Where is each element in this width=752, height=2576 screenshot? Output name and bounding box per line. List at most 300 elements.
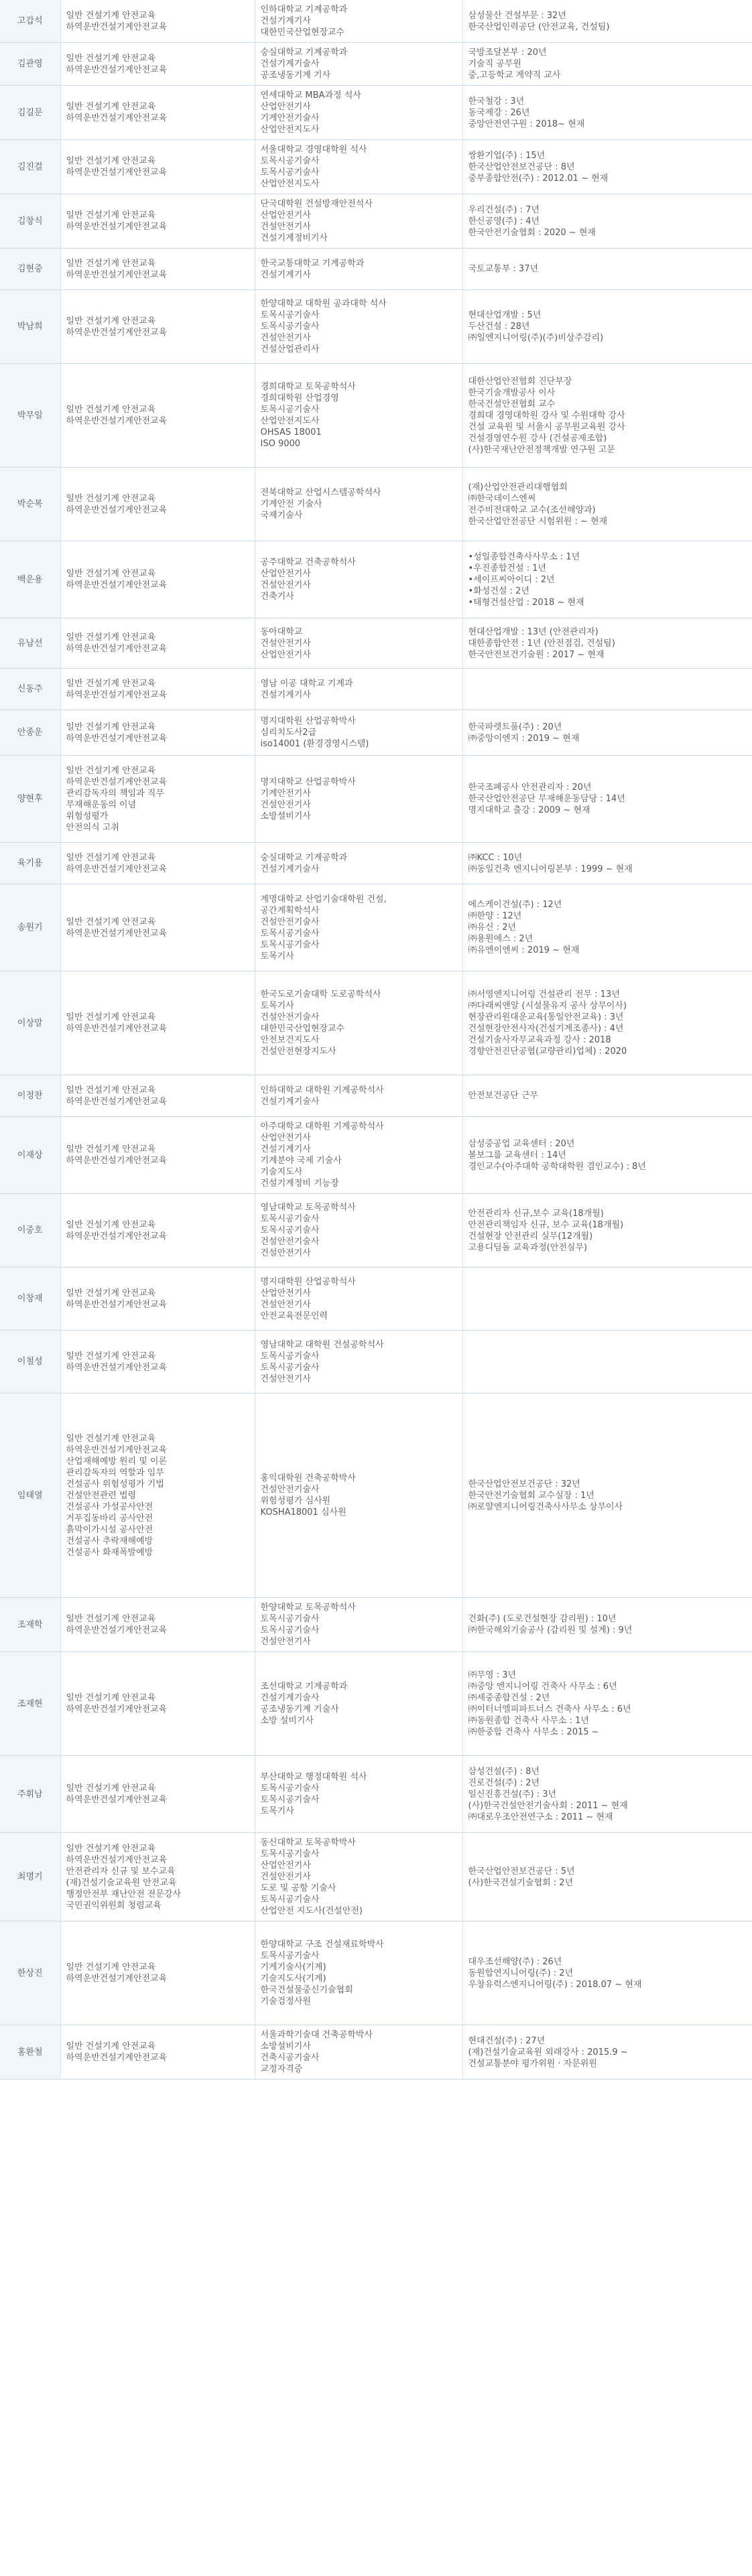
career-item: 안전관리책임자 신규, 보수 교육(18개월) xyxy=(468,1219,624,1230)
instructor-name: 유남선 xyxy=(0,618,60,669)
cert-list xyxy=(255,1394,462,1598)
career-item: 현대산업개발 : 13년 (안전관리자) xyxy=(468,626,599,637)
cert-list xyxy=(255,86,462,140)
cert-item: 산업안전기사 xyxy=(260,1860,311,1871)
career-item: 진로건설(주) : 2년 xyxy=(468,1777,540,1788)
career-item: 한국건설안전협회 교수 xyxy=(468,399,556,409)
instructor-name: 임태열 xyxy=(0,1394,60,1598)
career-item: 동국제강 : 26년 xyxy=(468,107,530,118)
course-item: 하역운반건설기계안전교육 xyxy=(66,580,168,590)
career-item: 고용디딤돌 교육과정(안전실무) xyxy=(468,1242,588,1253)
instructor-name: 육기용 xyxy=(0,843,60,884)
instructor-row xyxy=(0,194,752,249)
cert-item: 건설안전기사 xyxy=(260,1248,311,1258)
cert-list xyxy=(255,843,462,884)
cert-item: 기계분야 국제 기술사 xyxy=(260,1156,342,1166)
cert-item: 동아대학교 xyxy=(260,626,303,637)
cert-item: 건설안전기사 xyxy=(260,1299,311,1310)
course-item: 하역운반건설기계안전교육 xyxy=(66,689,168,700)
course-item: 하역운반건설기계안전교육 xyxy=(66,1024,168,1034)
instructor-name: 박순복 xyxy=(0,468,60,541)
course-item: 일반 건설기계 안전교육 xyxy=(66,1085,156,1095)
course-list xyxy=(60,43,255,86)
course-item: (재)건설기술교육원 안전교육 xyxy=(66,1877,177,1888)
course-item: 하역운반건설기계안전교육 xyxy=(66,1854,168,1865)
cert-item: 산업안전 지도사(건설안전) xyxy=(260,1906,363,1916)
cert-item: 건설기계정비 기능장 xyxy=(260,1178,339,1189)
cert-item: 영남대학교 대학원 건설공학석사 xyxy=(260,1339,384,1350)
course-item: 하역운반건설기계안전교육 xyxy=(66,1795,168,1805)
instructor-row xyxy=(0,364,752,468)
cert-list xyxy=(255,1652,462,1756)
course-item: 일반 건설기계 안전교육 xyxy=(66,1962,156,1972)
course-item: 하역운반건설기계안전교육 xyxy=(66,1974,168,1984)
cert-item: KOSHA18001 심사원 xyxy=(260,1507,347,1517)
course-item: 하역운반건설기계안전교육 xyxy=(66,1444,168,1455)
course-item: 하역운반건설기계안전교육 xyxy=(66,113,168,123)
career-list xyxy=(462,1598,752,1652)
course-item: 하역운반건설기계안전교육 xyxy=(66,327,168,338)
career-list xyxy=(462,843,752,884)
course-item: 무재해운동의 이념 xyxy=(66,799,137,810)
cert-list xyxy=(255,1194,462,1268)
course-item: 일반 건설기계 안전교육 xyxy=(66,405,156,415)
instructor-name: 이창재 xyxy=(0,1268,60,1331)
cert-item: 건설안전기사 xyxy=(260,222,311,232)
cert-list xyxy=(255,364,462,468)
cert-item: 건설안전기술사 xyxy=(260,1012,320,1022)
cert-item: 토목시공기술사 xyxy=(260,1951,320,1961)
instructor-name: 이재상 xyxy=(0,1117,60,1194)
career-list xyxy=(462,2025,752,2080)
cert-item: 토목시공기술사 xyxy=(260,1783,320,1793)
cert-item: 건설안전기술사 xyxy=(260,917,320,927)
cert-item: 산업안전기사 xyxy=(260,1133,311,1143)
cert-list xyxy=(255,1921,462,2025)
career-item: 중,고등학교 계약직 교사 xyxy=(468,70,561,80)
course-item: 하역운반건설기계안전교육 xyxy=(66,733,168,744)
career-item: 일신진흥건설(주) : 3년 xyxy=(468,1789,557,1800)
cert-item: 명지대학원 산업공학석사 xyxy=(260,1276,356,1287)
course-list xyxy=(60,884,255,971)
instructor-name: 양현후 xyxy=(0,756,60,843)
course-item: 일반 건설기계 안전교육 xyxy=(66,210,156,220)
instructor-row xyxy=(0,618,752,669)
instructor-name: 백운용 xyxy=(0,541,60,618)
course-list xyxy=(60,618,255,669)
career-list xyxy=(462,541,752,618)
course-item: 위험성평가 xyxy=(66,811,109,821)
career-item: •성일종합건축사사무소 : 1년 xyxy=(468,551,580,562)
course-list xyxy=(60,1756,255,1833)
course-item: 일반 건설기계 안전교육 xyxy=(66,678,156,689)
cert-item: 토목시공기술사 xyxy=(260,1849,320,1859)
cert-item: 토목시공기술사 xyxy=(260,1895,320,1905)
cert-item: 건설안전기사 xyxy=(260,1637,311,1647)
career-list xyxy=(462,194,752,249)
instructor-row xyxy=(0,710,752,756)
career-item: 한국산업안전보건공단 : 8년 xyxy=(468,161,575,172)
cert-item: 조선대학교 기계공학과 xyxy=(260,1682,348,1692)
instructor-name: 이상말 xyxy=(0,971,60,1075)
course-item: 하역운반건설기계안전교육 xyxy=(66,1096,168,1107)
course-item: 하역운반건설기계안전교육 xyxy=(66,864,168,874)
cert-list xyxy=(255,756,462,843)
cert-item: 기계안전기술사 xyxy=(260,113,320,123)
career-item: ㈜대로우조안전연구소 : 2011 ~ 현재 xyxy=(468,1812,613,1822)
course-item: 하역운반건설기계안전교육 xyxy=(66,928,168,939)
instructor-name: 한상진 xyxy=(0,1921,60,2025)
cert-item: 토목시공기술사 xyxy=(260,310,320,320)
career-item: 한국산업인력공단 (안전교육, 건설팀) xyxy=(468,21,610,32)
course-item: 하역운반건설기계안전교육 xyxy=(66,1625,168,1635)
career-item: 삼성물산 건설부문 : 32년 xyxy=(468,10,566,21)
course-item: 건설공사 추락재해예방 xyxy=(66,1536,153,1546)
cert-item: 국제기술사 xyxy=(260,511,303,521)
instructor-row xyxy=(0,1075,752,1117)
course-list xyxy=(60,1833,255,1921)
career-list xyxy=(462,884,752,971)
course-list xyxy=(60,1117,255,1194)
course-list xyxy=(60,710,255,756)
cert-item: 토목기사 xyxy=(260,1806,294,1816)
course-list xyxy=(60,249,255,290)
career-item: 대우조선해양(주) : 26년 xyxy=(468,1956,562,1967)
course-item: 건설공사 가설공사안전 xyxy=(66,1501,153,1512)
instructor-row xyxy=(0,1756,752,1833)
cert-item: 토목시공기술사 xyxy=(260,928,320,939)
course-item: 일반 건설기계 안전교육 xyxy=(66,493,156,504)
instructor-row xyxy=(0,1598,752,1652)
cert-item: 건설기계기사 xyxy=(260,269,311,280)
cert-item: 건설기계기사 xyxy=(260,16,311,26)
cert-item: 건설안전기사 xyxy=(260,333,311,343)
course-item: 일반 건설기계 안전교육 xyxy=(66,258,156,269)
career-item: 건설현장 안전관리 실무(12개월) xyxy=(468,1231,593,1241)
course-item: 일반 건설기계 안전교육 xyxy=(66,1288,156,1298)
cert-item: 토목시공기술사 xyxy=(260,939,320,950)
course-item: 일반 건설기계 안전교육 xyxy=(66,102,156,112)
course-item: 관리감독자의 역할과 임무 xyxy=(66,1467,164,1478)
course-item: 일반 건설기계 안전교육 xyxy=(66,1012,156,1022)
cert-item: 산업안전기사 xyxy=(260,1288,311,1298)
course-item: 일반 건설기계 안전교육 xyxy=(66,316,156,326)
career-item: 건화(주) (도로건설현장 감리원) : 10년 xyxy=(468,1614,617,1624)
career-item: 쌍환기업(주) : 15년 xyxy=(468,150,546,161)
career-list xyxy=(462,618,752,669)
instructor-name: 이정찬 xyxy=(0,1075,60,1117)
cert-item: ISO 9000 xyxy=(260,439,301,449)
career-item: 우창유럭스엔지니어링(주) : 2018.07 ~ 현재 xyxy=(468,1979,642,1990)
career-item: ㈜일엔지니어링(주)(주)비상주감리) xyxy=(468,333,604,343)
cert-item: 기계안전기사 xyxy=(260,788,311,799)
career-item: 한국산업안전공단 시험위원 : ~ 현재 xyxy=(468,516,608,527)
cert-item: 기계안전 기술사 xyxy=(260,499,322,509)
career-item: 한국산업안전공단 무재해운동담당 : 14년 xyxy=(468,794,625,804)
instructor-row xyxy=(0,2025,752,2080)
cert-list xyxy=(255,0,462,43)
course-list xyxy=(60,86,255,140)
career-item: 국방조달본부 : 20년 xyxy=(468,48,547,58)
instructor-name: 조재학 xyxy=(0,1598,60,1652)
career-list xyxy=(462,669,752,710)
career-item: 안전보건공단 근무 xyxy=(468,1091,539,1101)
career-item: 건설 교육원 및 서울시 공무원교육원 강사 xyxy=(468,421,625,432)
course-item: 일반 건설기계 안전교육 xyxy=(66,10,156,21)
career-list xyxy=(462,1117,752,1194)
course-list xyxy=(60,756,255,843)
career-item: ㈜중앙이엔지 : 2019 ~ 현재 xyxy=(468,733,580,744)
cert-item: 아주대학교 대학원 기계공학석사 xyxy=(260,1122,384,1132)
cert-item: 도로 및 공항 기술사 xyxy=(260,1883,336,1893)
course-item: 일반 건설기계 안전교육 xyxy=(66,1843,156,1854)
career-item: •세이프씨아이디 : 2년 xyxy=(468,574,555,585)
career-list xyxy=(462,1075,752,1117)
cert-item: 경희대학교 토목공학석사 xyxy=(260,382,356,392)
cert-item: 토목시공기술사 xyxy=(260,1225,320,1235)
career-list xyxy=(462,364,752,468)
course-item: 하역운반건설기계안전교육 xyxy=(66,222,168,232)
course-item: 일반 건설기계 안전교육 xyxy=(66,722,156,732)
course-item: 흙막이가시설 공사안전 xyxy=(66,1524,153,1535)
career-list xyxy=(462,1833,752,1921)
cert-list xyxy=(255,1268,462,1331)
course-item: 하역운반건설기계안전교육 xyxy=(66,416,168,426)
course-item: 하역운반건설기계안전교육 xyxy=(66,1231,168,1241)
career-item: ㈜한국데이스엔씨 xyxy=(468,493,536,504)
cert-item: 토목시공기술사 xyxy=(260,1351,320,1361)
career-item: ㈜로얄엔지니어링건축사사무소 상무이사 xyxy=(468,1501,623,1512)
cert-list xyxy=(255,2025,462,2080)
instructor-row xyxy=(0,1921,752,2025)
course-list xyxy=(60,843,255,884)
cert-item: 한국건설물중신기술협회 xyxy=(260,1985,353,1995)
cert-item: 소방 설비기사 xyxy=(260,1716,314,1726)
cert-item: 안전보건지도사 xyxy=(260,1035,320,1045)
cert-list xyxy=(255,1117,462,1194)
career-item: 두산건설 : 28년 xyxy=(468,322,530,332)
course-item: 일반 건설기계 안전교육 xyxy=(66,917,156,927)
instructor-name: 송원기 xyxy=(0,884,60,971)
course-item: 일반 건설기계 안전교육 xyxy=(66,1351,156,1361)
career-item: ㈜중앙 엔지니어링 건축사 사무소 : 6년 xyxy=(468,1682,617,1692)
career-list xyxy=(462,1194,752,1268)
course-list xyxy=(60,468,255,541)
cert-item: 공조냉동기계 기사 xyxy=(260,70,331,80)
cert-list xyxy=(255,669,462,710)
course-list xyxy=(60,1652,255,1756)
career-item: 경인교수(아주대학 공학대학원 겸인교수) : 8년 xyxy=(468,1161,646,1172)
career-item: 중부종합안전(주) : 2012.01 ~ 현재 xyxy=(468,173,609,184)
instructor-row xyxy=(0,1833,752,1921)
career-item: 경희대 경영대학원 강사 및 수원대학 강사 xyxy=(468,410,625,421)
career-item: 한국파렛트풀(주) : 20년 xyxy=(468,722,562,732)
cert-item: 건설안전현장지도사 xyxy=(260,1046,336,1057)
cert-item: 토목시공기술사 xyxy=(260,1214,320,1224)
career-list xyxy=(462,249,752,290)
career-item: 볼보그룹 교육센터 : 14년 xyxy=(468,1150,566,1160)
cert-item: 기술지도사 xyxy=(260,1167,303,1177)
course-item: 관리감독자의 책임과 직무 xyxy=(66,788,164,799)
course-item: 건설안전관련 법령 xyxy=(66,1490,137,1501)
course-item: 일반 건설기계 안전교육 xyxy=(66,1144,156,1154)
course-list xyxy=(60,290,255,364)
cert-item: 명지대학교 산업공학박사 xyxy=(260,776,356,787)
course-list xyxy=(60,1331,255,1394)
cert-item: 교정자격증 xyxy=(260,2064,303,2074)
instructor-row xyxy=(0,843,752,884)
career-item: 국토교통부 : 37년 xyxy=(468,264,539,274)
cert-list xyxy=(255,290,462,364)
career-item: ㈜동원종합 건축사 사무소 : 1년 xyxy=(468,1716,589,1726)
cert-item: 위험성평가 심사원 xyxy=(260,1496,331,1506)
cert-item: 숭실대학교 기계공학과 xyxy=(260,48,348,58)
instructor-name: 김길문 xyxy=(0,86,60,140)
career-item: ㈜세중종합건설 : 2년 xyxy=(468,1693,550,1703)
instructor-row xyxy=(0,1117,752,1194)
cert-item: 한양대학교 대학원 공과대학 석사 xyxy=(260,299,387,309)
cert-item: 산업안전기사 xyxy=(260,102,311,112)
cert-item: 한국교통대학교 기계공학과 xyxy=(260,258,365,269)
cert-item: 건설안전기사 xyxy=(260,1373,311,1384)
career-item: 건설경영연수원 강사 (건설공제조합) xyxy=(468,433,607,444)
cert-item: 안전교육전문인력 xyxy=(260,1310,328,1321)
career-item: 안전관리자 신규,보수 교육(18개월) xyxy=(468,1208,604,1219)
course-item: 일반 건설기계 안전교육 xyxy=(66,1783,156,1793)
cert-item: 건설안전기사 xyxy=(260,638,311,649)
cert-item: 영남대학교 토목공학석사 xyxy=(260,1203,356,1213)
career-list xyxy=(462,756,752,843)
career-item: 한신공영(주) : 4년 xyxy=(468,216,540,226)
career-list xyxy=(462,1756,752,1833)
instructor-name: 이중호 xyxy=(0,1194,60,1268)
course-item: 안전의식 고취 xyxy=(66,822,119,833)
course-item: 일반 건설기계 안전교육 xyxy=(66,1219,156,1230)
instructor-row xyxy=(0,290,752,364)
cert-item: 건설안전기사 xyxy=(260,580,311,590)
cert-item: 한양대학교 구조 건설재료학박사 xyxy=(260,1940,384,1950)
cert-item: 산업안전기사 xyxy=(260,649,311,660)
career-list xyxy=(462,1652,752,1756)
instructor-row xyxy=(0,884,752,971)
cert-list xyxy=(255,43,462,86)
career-list xyxy=(462,0,752,43)
cert-item: 부산대학교 행정대학원 석사 xyxy=(260,1772,367,1782)
course-list xyxy=(60,1194,255,1268)
course-item: 산업재해예방 원리 및 이론 xyxy=(66,1456,168,1467)
cert-list xyxy=(255,541,462,618)
course-item: 일반 건설기계 안전교육 xyxy=(66,569,156,579)
career-item: ㈜KCC : 10년 xyxy=(468,852,523,863)
instructor-row xyxy=(0,541,752,618)
career-item: 한국산업안전보건공단 : 32년 xyxy=(468,1479,580,1489)
career-item: ㈜한국해외기술공사 (감리원 및 설계) : 9년 xyxy=(468,1625,633,1635)
cert-item: 계명대학교 산업기술대학원 건설, xyxy=(260,894,387,904)
instructor-name: 김창식 xyxy=(0,194,60,249)
course-item: 국민권익위원회 청렴교육 xyxy=(66,1900,162,1911)
cert-list xyxy=(255,1756,462,1833)
cert-item: 기술검정사원 xyxy=(260,1996,311,2007)
cert-item: 명지대학원 산업공학박사 xyxy=(260,716,356,726)
cert-list xyxy=(255,249,462,290)
instructor-name: 이철성 xyxy=(0,1331,60,1394)
instructor-row xyxy=(0,1652,752,1756)
career-item: 전주비전대학교 교수(조선해양과) xyxy=(468,504,596,515)
course-item: 하역운반건설기계안전교육 xyxy=(66,1362,168,1373)
cert-item: OHSAS 18001 xyxy=(260,427,322,437)
career-item: 현대산업개발 : 5년 xyxy=(468,310,542,320)
course-list xyxy=(60,364,255,468)
course-item: 하역운반건설기계안전교육 xyxy=(66,64,168,75)
career-list xyxy=(462,1268,752,1331)
career-item: 삼성건설(주) : 8년 xyxy=(468,1766,540,1777)
cert-item: 홍익대학원 건축공학박사 xyxy=(260,1473,356,1483)
career-list xyxy=(462,86,752,140)
career-item: 한국기술개발공사 이사 xyxy=(468,387,556,398)
career-item: 기술직 공무원 xyxy=(468,59,521,69)
cert-item: 한양대학교 토목공학석사 xyxy=(260,1603,356,1613)
career-list xyxy=(462,971,752,1075)
course-list xyxy=(60,140,255,194)
course-list xyxy=(60,971,255,1075)
cert-item: 영남 이공 대학교 기계과 xyxy=(260,678,353,689)
course-list xyxy=(60,194,255,249)
cert-item: 건설기계정비기사 xyxy=(260,233,328,243)
career-item: 대한종합안전 : 1년 (안전점검, 건설팀) xyxy=(468,638,615,649)
course-item: 하역운반건설기계안전교육 xyxy=(66,644,168,654)
cert-item: 토목시공기술사 xyxy=(260,1795,320,1805)
course-item: 하역운반건설기계안전교육 xyxy=(66,269,168,280)
course-item: 하역운반건설기계안전교육 xyxy=(66,1704,168,1714)
course-item: 일반 건설기계 안전교육 xyxy=(66,156,156,166)
cert-item: 숭실대학교 기계공학과 xyxy=(260,852,348,863)
career-item: ㈜유엔이엔씨 : 2019 ~ 현재 xyxy=(468,945,580,955)
course-item: 행정안전부 재난안전 전문강사 xyxy=(66,1889,182,1899)
cert-item: 대한민국산업현장교수 xyxy=(260,1024,345,1034)
career-list xyxy=(462,1921,752,2025)
career-item: (재)건설기술교육원 외래강사 : 2015.9 ~ xyxy=(468,2047,628,2057)
cert-item: 인하대학교 기계공학과 xyxy=(260,5,348,15)
cert-item: 건설산업관리사 xyxy=(260,344,320,354)
career-item: 우리건설(주) : 7년 xyxy=(468,204,540,215)
cert-item: 기계기술사(기계) xyxy=(260,1962,326,1972)
instructor-name: 김현중 xyxy=(0,249,60,290)
course-item: 일반 건설기계 안전교육 xyxy=(66,765,156,776)
course-list xyxy=(60,1921,255,2025)
cert-list xyxy=(255,194,462,249)
career-item: 경향안전진단공협(교량관리)업체) : 2020 xyxy=(468,1046,627,1057)
career-item: ㈜한양 : 12년 xyxy=(468,911,522,921)
cert-item: 토목기사 xyxy=(260,951,294,961)
career-list xyxy=(462,1331,752,1394)
cert-item: 건설안전기술사 xyxy=(260,1485,320,1495)
career-item: •태형건설산업 : 2018 ~ 현재 xyxy=(468,597,584,608)
instructor-name: 주휘남 xyxy=(0,1756,60,1833)
cert-item: 건설기계기사 xyxy=(260,1144,311,1154)
career-item: 건설현장안전사자(건설기계조종사) : 4년 xyxy=(468,1024,624,1034)
cert-item: 동신대학교 토목공학박사 xyxy=(260,1838,356,1848)
instructor-row xyxy=(0,0,752,43)
course-item: 일반 건설기계 안전교육 xyxy=(66,852,156,863)
course-item: 하역운반건설기계안전교육 xyxy=(66,167,168,178)
cert-item: 건축기사 xyxy=(260,592,294,602)
career-item: 한국산업안전보건공단 : 5년 xyxy=(468,1866,575,1877)
cert-item: iso14001 (환경경영시스템) xyxy=(260,739,369,749)
cert-item: 심리치도사2급 xyxy=(260,728,317,738)
career-item: (사)한국재난안전정책개발 연구원 고문 xyxy=(468,444,615,455)
course-item: 하역운반건설기계안전교육 xyxy=(66,1156,168,1166)
cert-item: 서울대학교 경영대학원 석사 xyxy=(260,145,367,155)
